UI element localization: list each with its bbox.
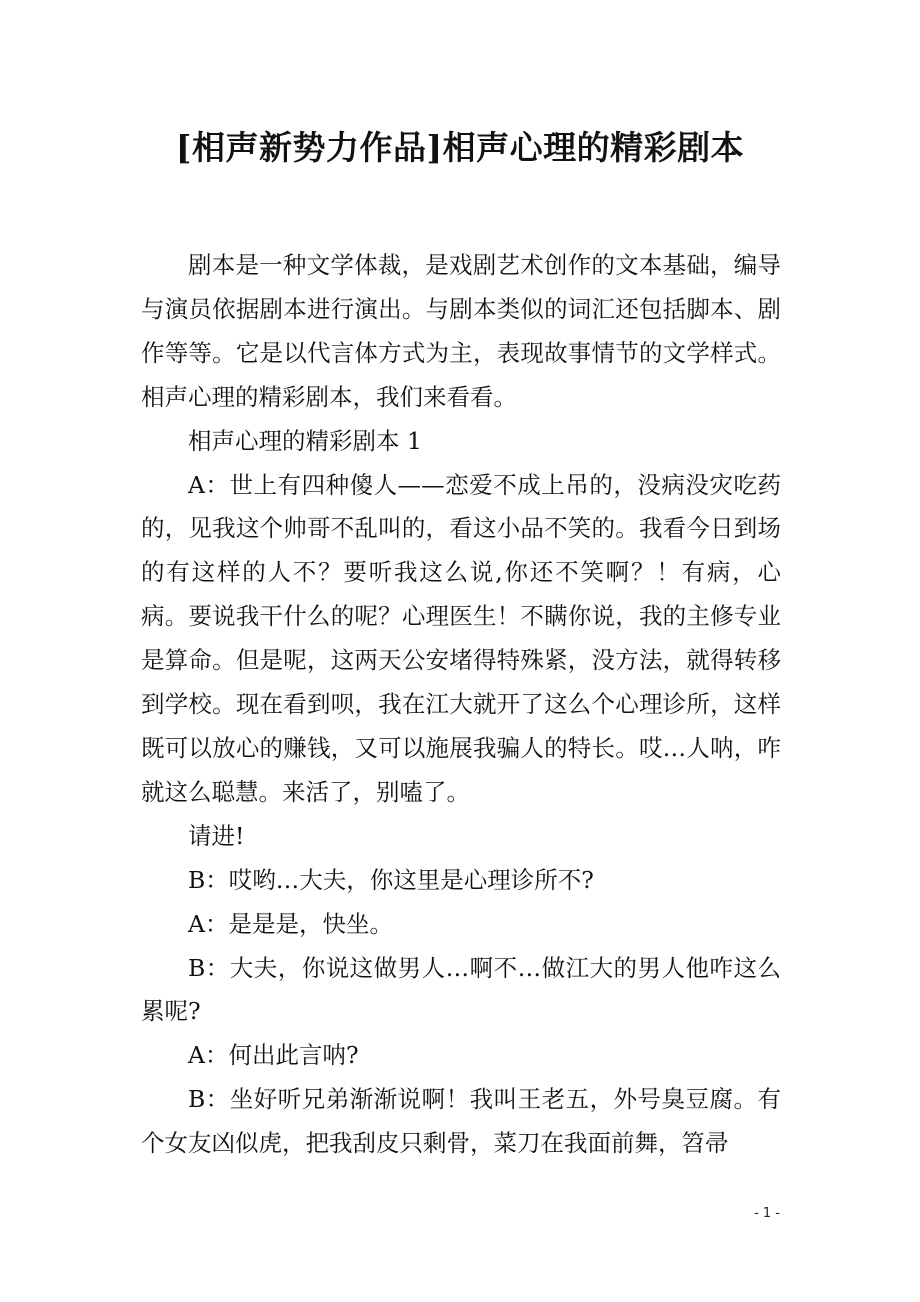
page-number: - 1 - bbox=[754, 1206, 780, 1221]
paragraph-intro: 剧本是一种文学体裁，是戏剧艺术创作的文本基础，编导与演员依据剧本进行演出。与剧本类似的词汇还包括脚本、剧作等等。它是以代言体方式为主，表现故事情节的文学样式。相声心理的精彩剧本，我们来看看。 bbox=[141, 251, 781, 411]
document-title: [相声新势力作品]相声心理的精彩剧本 bbox=[175, 128, 745, 167]
paragraph-dialogue-b-2: B：大夫，你说这做男人…啊不…做江大的男人他咋这么累呢? bbox=[141, 953, 781, 1026]
paragraph-dialogue-a-1: A：是是是，快坐。 bbox=[188, 909, 393, 938]
paragraph-dialogue-come-in: 请进! bbox=[188, 821, 245, 850]
paragraph-dialogue-b-1: B：哎哟…大夫，你这里是心理诊所不? bbox=[188, 865, 594, 894]
paragraph-dialogue-a-monologue: A：世上有四种傻人——恋爱不成上吊的，没病没灾吃药的，见我这个帅哥不乱叫的，看这小品不笑的。我看今日到场的有这样的人不？要听我这么说,你还不笑啊？！有病，心病。要说我干什么的呢？心理医生！不瞒你说，我的主修专业是算命。但是呢，这两天公安堵得特殊紧，没方法，就得转移到学校。现在看到呗，我在江大就开了这么个心理诊所，这样既可以放心的赚钱，又可以施展我骗人的特长。哎…人呐，咋就这么聪慧。来活了，别嗑了。 bbox=[141, 470, 781, 806]
paragraph-section-heading: 相声心理的精彩剧本 1 bbox=[188, 426, 422, 455]
document-body bbox=[141, 244, 781, 1166]
paragraph-dialogue-b-3: B：坐好听兄弟渐渐说啊！我叫王老五，外号臭豆腐。有个女友凶似虎，把我刮皮只剩骨，菜刀在我面前舞，笤帚 bbox=[141, 1085, 781, 1158]
paragraph-dialogue-a-2: A：何出此言呐? bbox=[188, 1041, 359, 1070]
